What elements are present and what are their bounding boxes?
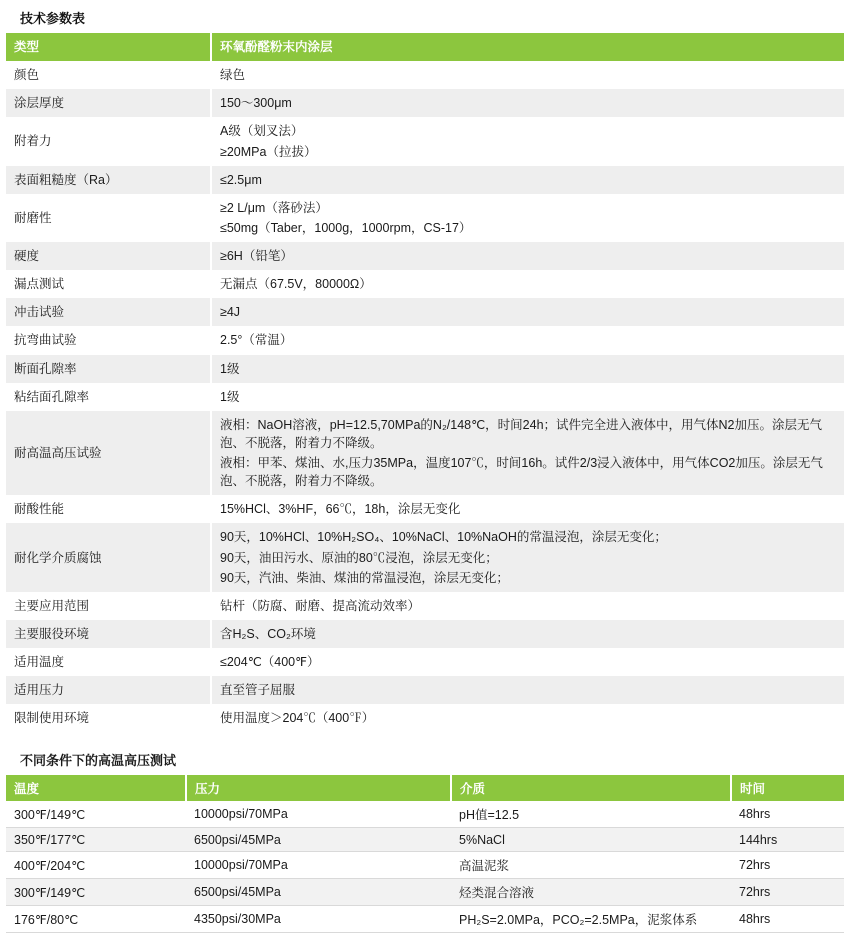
- spec-row: [6, 411, 844, 496]
- spec-value-line: 环氧酚醛粉末内涂层: [220, 40, 333, 54]
- spec-row: [6, 592, 844, 620]
- spec-row-value: [211, 117, 844, 165]
- hp-header-row: [6, 775, 844, 801]
- spec-row: [6, 298, 844, 326]
- spec-row: [6, 495, 844, 523]
- spec-row-label: 耐化学介质腐蚀: [6, 523, 211, 591]
- hp-cell: 350℉/177℃: [6, 828, 186, 852]
- spec-value-line: 液相：甲苯、煤油、水,压力35MPa，温度107℃，时间16h。试件2/3浸入液体中，用气体CO2加压。涂层无气泡、不脱落，附着力不降级。: [220, 456, 823, 489]
- spec-row-value: [211, 592, 844, 620]
- spec-row-value: [211, 166, 844, 194]
- hp-cell: 400℉/204℃: [6, 852, 186, 879]
- spec-row: [6, 326, 844, 354]
- hp-cell: 高温泥浆: [451, 852, 731, 879]
- spec-value-line: 2.5°（常温）: [220, 333, 293, 348]
- hp-test-table: [6, 775, 844, 933]
- spec-value-line: 绿色: [220, 68, 246, 83]
- spec-value-line: 1级: [220, 361, 240, 376]
- spec-value-line: 15%HCl、3%HF，66℃，18h，涂层无变化: [220, 502, 461, 517]
- hp-cell: 6500psi/45MPa: [186, 828, 451, 852]
- hp-cell: 300℉/149℃: [6, 801, 186, 828]
- spec-row-label: 抗弯曲试验: [6, 326, 211, 354]
- spec-row-value: [211, 326, 844, 354]
- spec-row-label: 适用压力: [6, 676, 211, 704]
- spec-row-value: [211, 620, 844, 648]
- hp-cell: 48hrs: [731, 906, 844, 933]
- spec-value-line: ≤2.5μm: [220, 172, 262, 187]
- hp-column-header: 时间: [731, 775, 844, 801]
- spec-row-label: 硬度: [6, 242, 211, 270]
- spec-row-label: 主要服役环境: [6, 620, 211, 648]
- spec-row: [6, 383, 844, 411]
- spec-value-line: ≥20MPa（拉拔）: [220, 144, 317, 159]
- spec-value-line: ≥2 L/μm（落砂法）: [220, 200, 328, 215]
- spec-value-line: ≥6H（铅笔）: [220, 249, 293, 263]
- spec-row-label: 颜色: [6, 61, 211, 89]
- spec-table-title: 技术参数表: [20, 11, 86, 26]
- hp-cell: 烃类混合溶液: [451, 879, 731, 906]
- hp-cell: 10000psi/70MPa: [186, 801, 451, 828]
- spec-row: [6, 166, 844, 194]
- spec-value-line: 钻杆（防腐、耐磨、提高流动效率）: [220, 598, 421, 613]
- table-row: [6, 852, 844, 879]
- spec-table-body: [6, 33, 844, 732]
- spec-value-line: 1级: [220, 389, 240, 404]
- spec-row: [6, 355, 844, 383]
- spec-value-line: 直至管子屈服: [220, 683, 296, 698]
- spec-row-label: 漏点测试: [6, 270, 211, 298]
- spec-table: [6, 33, 844, 732]
- table-row: [6, 879, 844, 906]
- hp-column-header: 压力: [186, 775, 451, 801]
- spec-row-label: 限制使用环境: [6, 704, 211, 732]
- hp-cell: 5%NaCl: [451, 828, 731, 852]
- hp-cell: 176℉/80℃: [6, 906, 186, 933]
- spec-value-line: 90天，油田污水、原油的80℃浸泡，涂层无变化；: [220, 550, 498, 565]
- hp-cell: 6500psi/45MPa: [186, 879, 451, 906]
- spec-row: [6, 33, 844, 61]
- hp-table-head: [6, 775, 844, 801]
- spec-row-value: [211, 61, 844, 89]
- spec-row-label: 冲击试验: [6, 298, 211, 326]
- spec-row-value: [211, 270, 844, 298]
- spec-value-line: 无漏点（67.5V，80000Ω）: [220, 277, 372, 292]
- hp-cell: 144hrs: [731, 828, 844, 852]
- spec-row: [6, 242, 844, 270]
- hp-cell: 10000psi/70MPa: [186, 852, 451, 879]
- spec-row: [6, 704, 844, 732]
- spec-row-label: 耐酸性能: [6, 495, 211, 523]
- hp-column-header: 温度: [6, 775, 186, 801]
- spec-row: [6, 117, 844, 165]
- spec-row-value: [211, 523, 844, 591]
- spec-row-value: [211, 194, 844, 242]
- spec-row: [6, 270, 844, 298]
- spec-row-label: 涂层厚度: [6, 89, 211, 117]
- spec-value-line: 150～300μm: [220, 96, 292, 111]
- spec-row-label: 耐磨性: [6, 194, 211, 242]
- spec-row-value: [211, 355, 844, 383]
- spec-row-label: 表面粗糙度（Ra）: [6, 166, 211, 194]
- spec-row: [6, 89, 844, 117]
- spec-value-line: 使用温度＞204℃（400℉）: [220, 711, 375, 726]
- spec-row-label: 适用温度: [6, 648, 211, 676]
- hp-cell: 72hrs: [731, 852, 844, 879]
- spec-row-value: [211, 33, 844, 61]
- spec-row-value: [211, 495, 844, 523]
- hp-column-header: 介质: [451, 775, 731, 801]
- spec-row-label: 粘结面孔隙率: [6, 383, 211, 411]
- spec-row-value: [211, 383, 844, 411]
- spec-value-line: 液相：NaOH溶液，pH=12.5,70MPa的N₂/148℃，时间24h；试件完全进入液体中，用气体N2加压。涂层无气泡、不脱落，附着力不降级。: [220, 417, 822, 450]
- spec-row-label: 断面孔隙率: [6, 355, 211, 383]
- hp-cell: 4350psi/30MPa: [186, 906, 451, 933]
- table-row: [6, 828, 844, 852]
- spec-row-value: [211, 89, 844, 117]
- spec-value-line: 90天，汽油、柴油、煤油的常温浸泡，涂层无变化；: [220, 570, 509, 585]
- spec-row-value: [211, 298, 844, 326]
- spec-row-label: 附着力: [6, 117, 211, 165]
- spec-row: [6, 523, 844, 591]
- spec-row-label: 耐高温高压试验: [6, 411, 211, 496]
- spec-row-value: [211, 411, 844, 496]
- spec-row: [6, 620, 844, 648]
- spec-value-line: ≤204℃（400℉）: [220, 655, 320, 669]
- spec-row: [6, 61, 844, 89]
- spec-row-value: [211, 242, 844, 270]
- spec-row: [6, 648, 844, 676]
- spec-value-line: ≤50mg（Taber，1000g，1000rpm，CS-17）: [220, 220, 472, 235]
- spec-row-value: [211, 648, 844, 676]
- hp-table-title: 不同条件下的高温高压测试: [20, 753, 177, 769]
- hp-cell: 48hrs: [731, 801, 844, 828]
- hp-table-body: [6, 801, 844, 933]
- spec-row: [6, 194, 844, 242]
- spec-row-value: [211, 704, 844, 732]
- hp-cell: pH值=12.5: [451, 801, 731, 828]
- spec-row-value: [211, 676, 844, 704]
- hp-cell: PH₂S=2.0MPa，PCO₂=2.5MPa，泥浆体系: [451, 906, 731, 933]
- spec-value-line: A级（划叉法）: [220, 124, 304, 139]
- spec-row-label: 类型: [6, 33, 211, 61]
- table-row: [6, 801, 844, 828]
- spec-value-line: 含H₂S、CO₂环境: [220, 626, 316, 641]
- spec-value-line: 90天，10%HCl、10%H₂SO₄、10%NaCl、10%NaOH的常温浸泡，涂层无变化；: [220, 530, 667, 545]
- spec-row-label: 主要应用范围: [6, 592, 211, 620]
- spec-value-line: ≥4J: [220, 305, 241, 320]
- hp-cell: 72hrs: [731, 879, 844, 906]
- spec-row: [6, 676, 844, 704]
- table-row: [6, 906, 844, 933]
- hp-cell: 300℉/149℃: [6, 879, 186, 906]
